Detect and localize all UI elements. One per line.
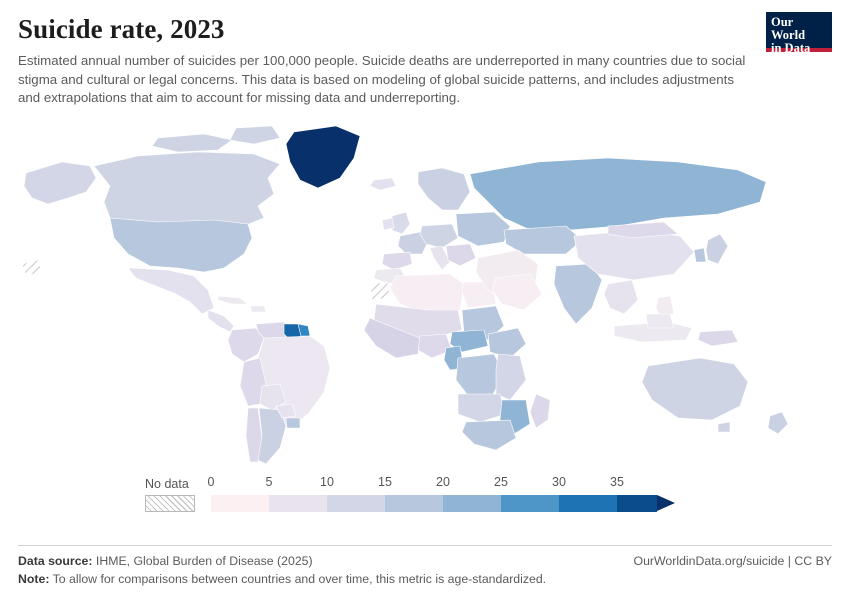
chart-header [18,14,832,108]
legend-bin-5-10[interactable] [269,495,327,512]
footer-url[interactable]: OurWorldinData.org/suicide [633,554,785,568]
footer-source [18,554,313,568]
country-norway-sweden-finland[interactable] [418,168,470,210]
legend-tick-30: 30 [552,474,566,489]
legend-bin-30-35[interactable] [559,495,617,512]
country-india[interactable] [554,264,602,324]
footer-separator: | [787,554,791,568]
legend-scale[interactable] [211,495,681,512]
country-canada-arctic-2[interactable] [230,126,280,144]
country-cuba[interactable] [218,296,248,304]
country-new-zealand[interactable] [768,412,788,434]
country-kenya-tanzania[interactable] [496,354,526,400]
footer-source-label: Data source: [18,554,93,568]
country-balkans[interactable] [446,244,476,266]
legend-tick-10: 10 [320,474,334,489]
map-legend [145,475,705,529]
footer-note [18,572,832,586]
legend-bin-35-plus[interactable] [617,495,657,512]
legend-tick-20: 20 [436,474,450,489]
country-angola-zambia[interactable] [458,394,506,422]
legend-color-bar[interactable] [145,495,705,513]
country-central-america[interactable] [208,310,234,332]
chart-footer [18,545,832,586]
legend-bin-15-20[interactable] [385,495,443,512]
legend-tick-5: 5 [265,474,273,489]
footer-license[interactable]: CC BY [794,554,832,568]
country-uruguay[interactable] [286,418,300,428]
country-southeast-asia[interactable] [604,280,638,314]
country-madagascar[interactable] [530,394,550,428]
country-australia[interactable] [642,358,748,420]
legend-bin-0-5[interactable] [211,495,269,512]
world-choropleth-map[interactable] [18,118,832,473]
footer-source-text: IHME, Global Burden of Disease (2025) [95,554,313,568]
page-title: Suicide rate, 2023 [18,14,225,44]
country-greenland[interactable] [286,126,360,188]
country-no-data-western-sahara[interactable] [370,282,390,300]
country-iceland[interactable] [370,178,396,190]
country-united-states[interactable] [110,218,252,272]
legend-bin-20-25[interactable] [443,495,501,512]
country-baltics-belarus-ukraine[interactable] [456,212,510,246]
country-borneo[interactable] [646,314,674,328]
footer-note-text: To allow for comparisons between countries and over time, this metric is age-standardized. [52,572,547,586]
chart-subtitle: Estimated annual number of suicides per 100,000 people. Suicide deaths are underreported in many countries due to social stigma and cultural or legal concerns. This data is based on modeling of global suicide patterns, and includes adjustments and extrapolations that aim to account for missing data and underreporting. [18,53,746,105]
owid-logo-line1: Our World [771,15,806,42]
country-canada-arctic-1[interactable] [152,134,232,152]
country-hispaniola[interactable] [250,306,266,312]
footer-note-label: Note: [18,572,50,586]
country-ireland[interactable] [382,218,394,230]
country-spain[interactable] [382,252,412,270]
country-russia[interactable] [470,158,766,230]
legend-no-data-swatch[interactable] [145,495,195,512]
legend-tick-0: 0 [207,474,215,489]
country-no-data-arctic-island[interactable] [22,260,42,276]
legend-no-data-label: No data [145,476,189,491]
country-south-africa[interactable] [462,420,516,450]
legend-tick-35: 35 [610,474,624,489]
country-tasmania[interactable] [718,422,730,432]
country-alaska[interactable] [24,162,96,204]
legend-tick-15: 15 [378,474,392,489]
footer-links[interactable] [634,554,832,568]
owid-logo-line2: in Data [771,41,811,55]
country-kazakhstan-central-asia[interactable] [504,226,582,254]
legend-arrow-icon [657,495,675,511]
legend-tick-labels [145,475,705,491]
country-papua-new-guinea[interactable] [698,330,738,346]
country-canada[interactable] [94,152,280,228]
map-svg [18,118,832,473]
country-mexico[interactable] [128,268,214,314]
country-japan[interactable] [706,234,728,264]
legend-bin-10-15[interactable] [327,495,385,512]
legend-tick-25: 25 [494,474,508,489]
legend-bin-25-30[interactable] [501,495,559,512]
country-korea[interactable] [694,248,706,262]
owid-logo[interactable] [766,12,832,55]
country-united-kingdom[interactable] [392,212,410,234]
